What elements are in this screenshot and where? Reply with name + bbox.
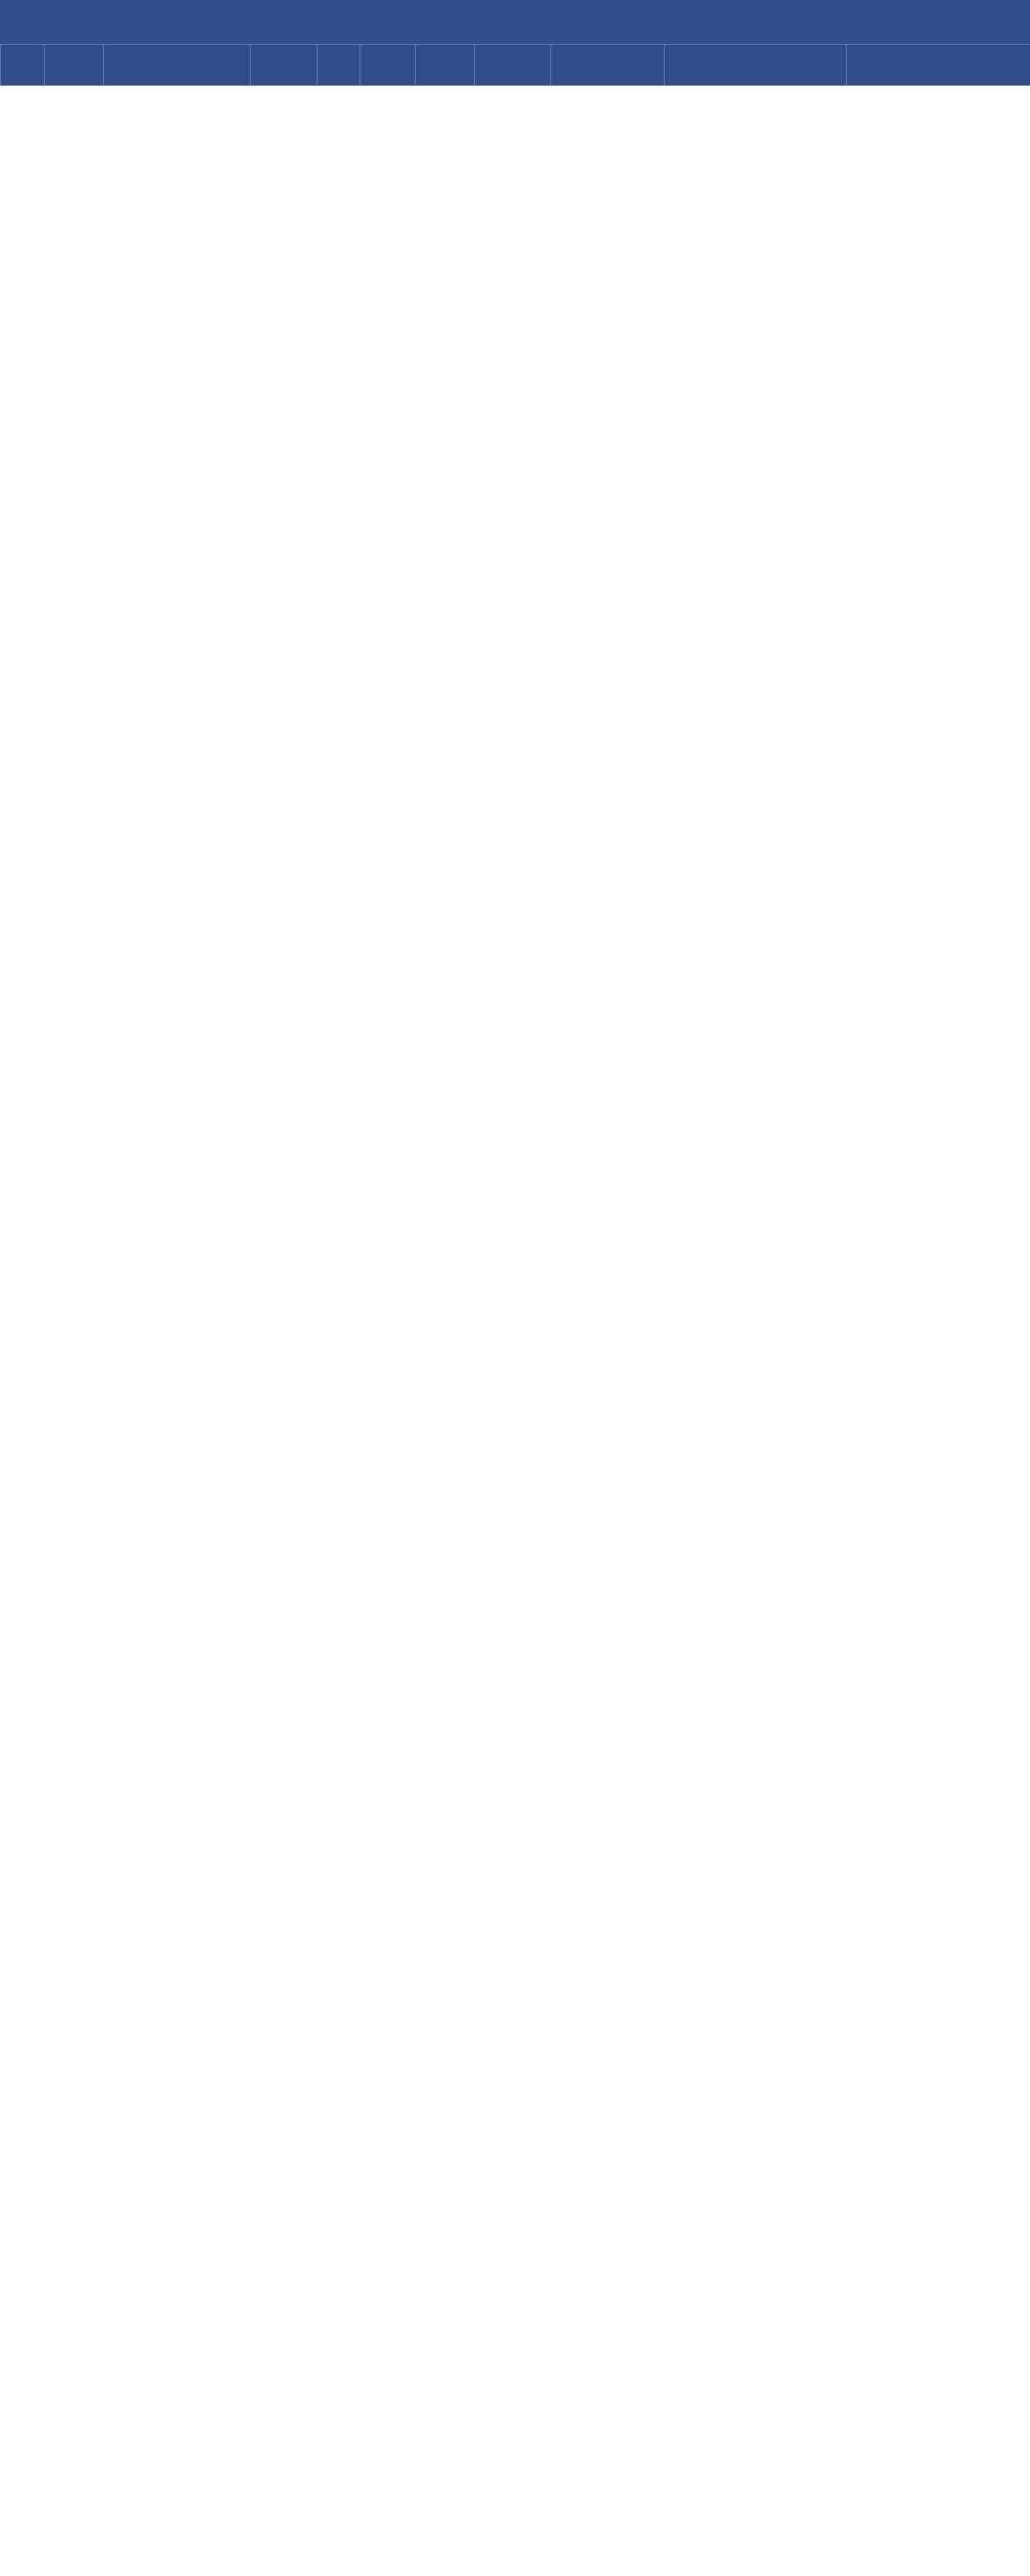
footnote xyxy=(0,2539,1030,2569)
header-reference-books xyxy=(665,45,847,86)
header-batch xyxy=(1,45,45,86)
header-public-course xyxy=(416,45,475,86)
header-discipline xyxy=(251,45,318,86)
header-major-code xyxy=(45,45,104,86)
header-base-course xyxy=(475,45,551,86)
header-type xyxy=(360,45,416,86)
header-major-name xyxy=(104,45,251,86)
header-comprehensive-course xyxy=(551,45,665,86)
major-catalog-table xyxy=(0,44,1030,86)
header-group xyxy=(318,45,360,86)
header-row xyxy=(1,45,1030,86)
page-title xyxy=(0,0,1030,44)
header-remarks xyxy=(847,45,1030,86)
